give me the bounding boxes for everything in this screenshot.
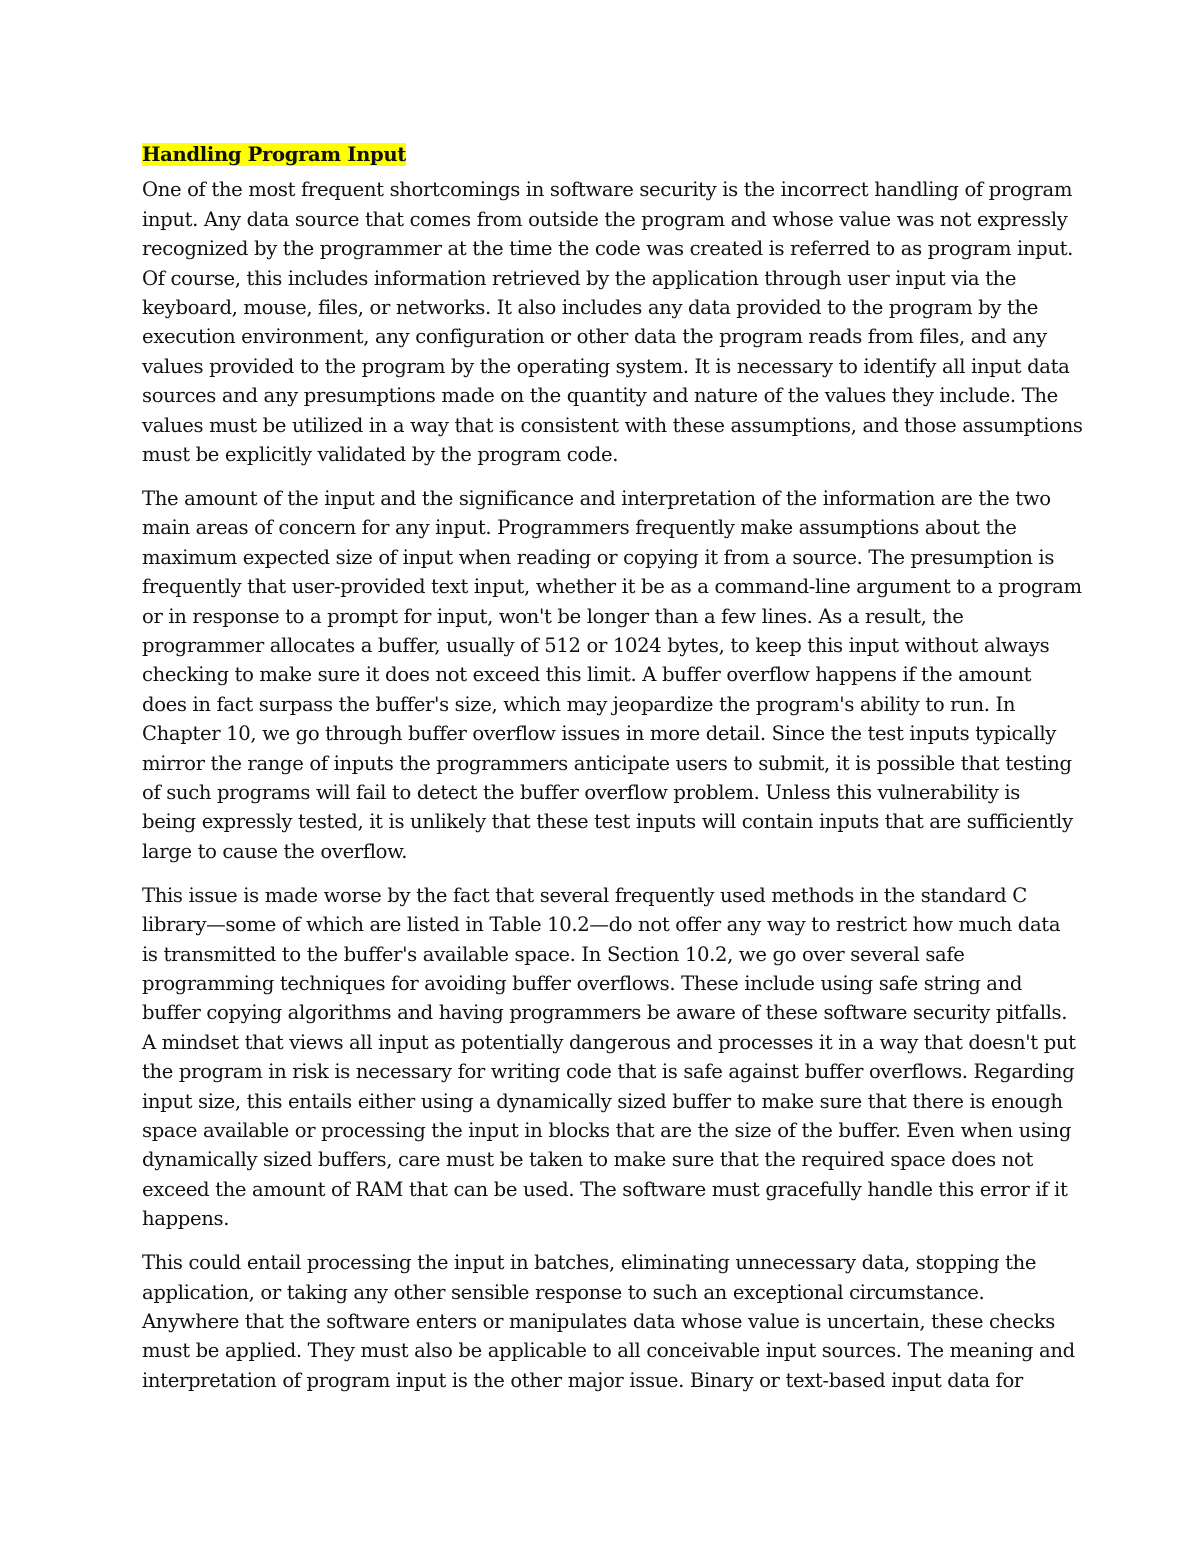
text-line: or in response to a prompt for input, won't be longer than a few lines. As a result, the (142, 604, 964, 628)
text-line: values provided to the program by the operating system. It is necessary to identify all input data (142, 354, 1070, 378)
text-line: is transmitted to the buffer's available space. In Section 10.2, we go over several safe (142, 942, 965, 966)
text-line: mirror the range of inputs the programmers anticipate users to submit, it is possible that testing (142, 751, 1072, 775)
text-line: interpretation of program input is the other major issue. Binary or text-based input data for (142, 1368, 1023, 1392)
text-line: main areas of concern for any input. Programmers frequently make assumptions about the (142, 516, 1017, 540)
text-line: This issue is made worse by the fact that several frequently used methods in the standard C (142, 883, 1027, 907)
text-line: maximum expected size of input when reading or copying it from a source. The presumption is (142, 545, 1055, 569)
text-line: large to cause the overflow. (142, 839, 408, 863)
section-heading-text: Handling Program Input (142, 143, 406, 166)
text-line: values must be utilized in a way that is consistent with these assumptions, and those assumptions (142, 413, 1083, 437)
paragraph-4 (142, 1248, 1075, 1395)
text-line: programmer allocates a buffer, usually of 512 or 1024 bytes, to keep this input without always (142, 634, 1050, 657)
text-line: The amount of the input and the significance and interpretation of the information are the two (142, 486, 1051, 510)
text-line: input. Any data source that comes from outside the program and whose value was not expressly (142, 207, 1068, 231)
section-heading (142, 140, 1062, 169)
paragraph-1 (142, 175, 1083, 469)
text-line: programming techniques for avoiding buffer overflows. These include using safe string and (142, 971, 1023, 995)
text-line: This could entail processing the input in batches, eliminating unnecessary data, stopping the (142, 1251, 1037, 1275)
text-line: recognized by the programmer at the time the code was created is referred to as program input. (142, 237, 1074, 261)
text-line: the program in risk is necessary for writing code that is safe against buffer overflows. Regarding (142, 1060, 1075, 1084)
text-line: buffer copying algorithms and having programmers be aware of these software security pitfalls. (142, 1001, 1068, 1025)
text-line: happens. (142, 1207, 230, 1231)
text-line: must be applied. They must also be applicable to all conceivable input sources. The meaning and (142, 1339, 1075, 1363)
paragraph-container (142, 175, 1083, 1395)
text-line: Anywhere that the software enters or manipulates data whose value is uncertain, these checks (142, 1309, 1055, 1333)
text-line: space available or processing the input in blocks that are the size of the buffer. Even when using (142, 1119, 1072, 1142)
text-line: frequently that user-provided text input, whether it be as a command-line argument to a program (142, 575, 1082, 599)
text-line: exceed the amount of RAM that can be used. The software must gracefully handle this error if it (142, 1177, 1068, 1201)
text-line: sources and any presumptions made on the quantity and nature of the values they include. The (142, 384, 1058, 408)
text-line: being expressly tested, it is unlikely that these test inputs will contain inputs that are sufficiently (142, 810, 1073, 834)
text-line: library—some of which are listed in Table 10.2—do not offer any way to restrict how much data (142, 913, 1061, 937)
text-line: must be explicitly validated by the program code. (142, 443, 619, 467)
text-line: Of course, this includes information retrieved by the application through user input via the (142, 266, 1017, 290)
text-line: keyboard, mouse, files, or networks. It also includes any data provided to the program by the (142, 296, 1039, 320)
text-line: does in fact surpass the buffer's size, which may jeopardize the program's ability to run. In (142, 692, 1016, 716)
text-line: execution environment, any configuration or other data the program reads from files, and any (142, 325, 1047, 349)
text-line: checking to make sure it does not exceed this limit. A buffer overflow happens if the amount (142, 663, 1032, 687)
paragraph-3 (142, 881, 1076, 1234)
document-body (142, 140, 1083, 1410)
text-line: dynamically sized buffers, care must be taken to make sure that the required space does not (142, 1148, 1034, 1172)
paragraph-2 (142, 484, 1082, 866)
text-line: input size, this entails either using a dynamically sized buffer to make sure that there is enough (142, 1089, 1063, 1113)
text-line: application, or taking any other sensible response to such an exceptional circumstance. (142, 1280, 985, 1304)
text-line: of such programs will fail to detect the buffer overflow problem. Unless this vulnerability is (142, 781, 1020, 805)
text-line: A mindset that views all input as potentially dangerous and processes it in a way that doesn't put (142, 1030, 1076, 1054)
text-line: Chapter 10, we go through buffer overflow issues in more detail. Since the test inputs typically (142, 722, 1057, 746)
text-line: One of the most frequent shortcomings in software security is the incorrect handling of program (142, 178, 1073, 202)
